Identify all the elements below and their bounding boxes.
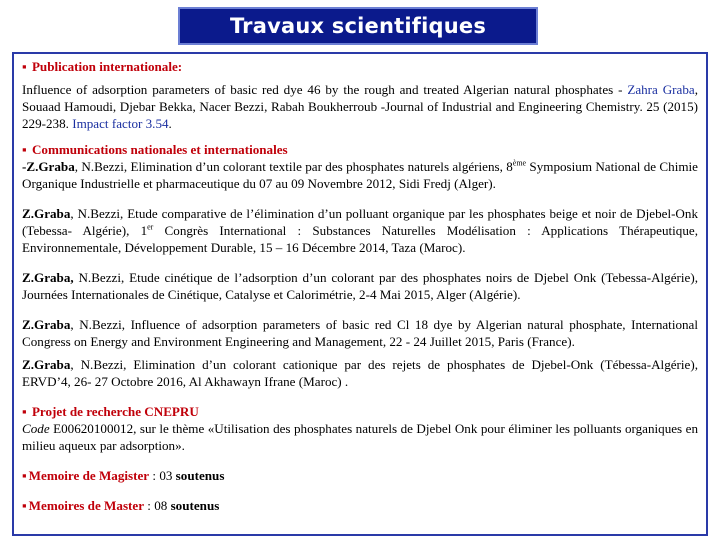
projet-entry: Code E00620100012, sur le thème «Utilisation des phosphates naturels de Djebel Onk pour éliminer les polluants organiques en milieu aqueux par adsorption». (22, 421, 698, 453)
title-banner (178, 7, 538, 45)
magister-line: ▪ Memoire de Magister : 03 soutenus (22, 468, 225, 483)
communication-entry: -Z.Graba, N.Bezzi, Elimination d’un colorant textile par des phosphates naturels algériens, 8ème Symposium National de Chimie Organique Industrielle et pharmaceutique du 07 au 09 Novembre 2012, Sidi Fredj (Alger). (22, 158, 698, 191)
communication-entry: Z.Graba, N.Bezzi, Influence of adsorption parameters of basic red Cl 18 dye by Algerian natural phosphate, International Congress on Energy and Environment Engineering and Management, 22 - 24 Juillet 2015, Paris (France). (22, 317, 698, 349)
impact-factor: Impact factor 3.54 (72, 116, 169, 131)
section-heading-communications: ▪ Communications nationales et internationales (22, 142, 288, 157)
author-highlight: Zahra Graba (627, 82, 695, 97)
bullet-icon: ▪ (22, 142, 27, 157)
publication-entry: Influence of adsorption parameters of basic red dye 46 by the rough and treated Algerian natural phosphates - Zahra Graba, Souaad Hamoudi, Djebar Bekka, Nacer Bezzi, Rabah Boukherroub -Journal of Industrial and Engineering Chemistry. 25 (2015) 229-238. Impact factor 3.54. (22, 82, 698, 131)
section-heading-projet: ▪ Projet de recherche CNEPRU (22, 404, 199, 419)
communication-entry: Z.Graba, N.Bezzi, Etude comparative de l’élimination d’un polluant organique par les phosphates beige et noir de Djebel-Onk (Tebessa- Algérie), 1er Congrès International : Substances Naturelles Modélisation : Applications Thérapeutique, Environnementale, Développement Durable, 15 – 16 Décembre 2014, Taza (Maroc). (22, 206, 698, 255)
section-heading-publication: ▪ Publication internationale: (22, 59, 183, 74)
communication-entry: Z.Graba, N.Bezzi, Etude cinétique de l’adsorption d’un colorant par des phosphates noirs de Djebel Onk (Tebessa-Algérie), Journées Internationales de Cinétique, Catalyse et Calorimétrie, 2-4 Mai 2015, Alger (Algérie). (22, 270, 698, 302)
bullet-icon: ▪ (22, 498, 27, 513)
content-frame (12, 52, 708, 536)
bullet-icon: ▪ (22, 404, 27, 419)
communication-entry: Z.Graba, N.Bezzi, Elimination d’un colorant cationique par des rejets de phosphates de Djebel-Onk (Tébessa-Algérie), ERVD’4, 26- 27 Octobre 2016, Al Akhawayn Ifrane (Maroc) . (22, 357, 698, 389)
master-line: ▪ Memoires de Master : 08 soutenus (22, 498, 220, 513)
page-title: Travaux scientifiques (229, 14, 487, 38)
bullet-icon: ▪ (22, 59, 27, 74)
bullet-icon: ▪ (22, 468, 27, 483)
